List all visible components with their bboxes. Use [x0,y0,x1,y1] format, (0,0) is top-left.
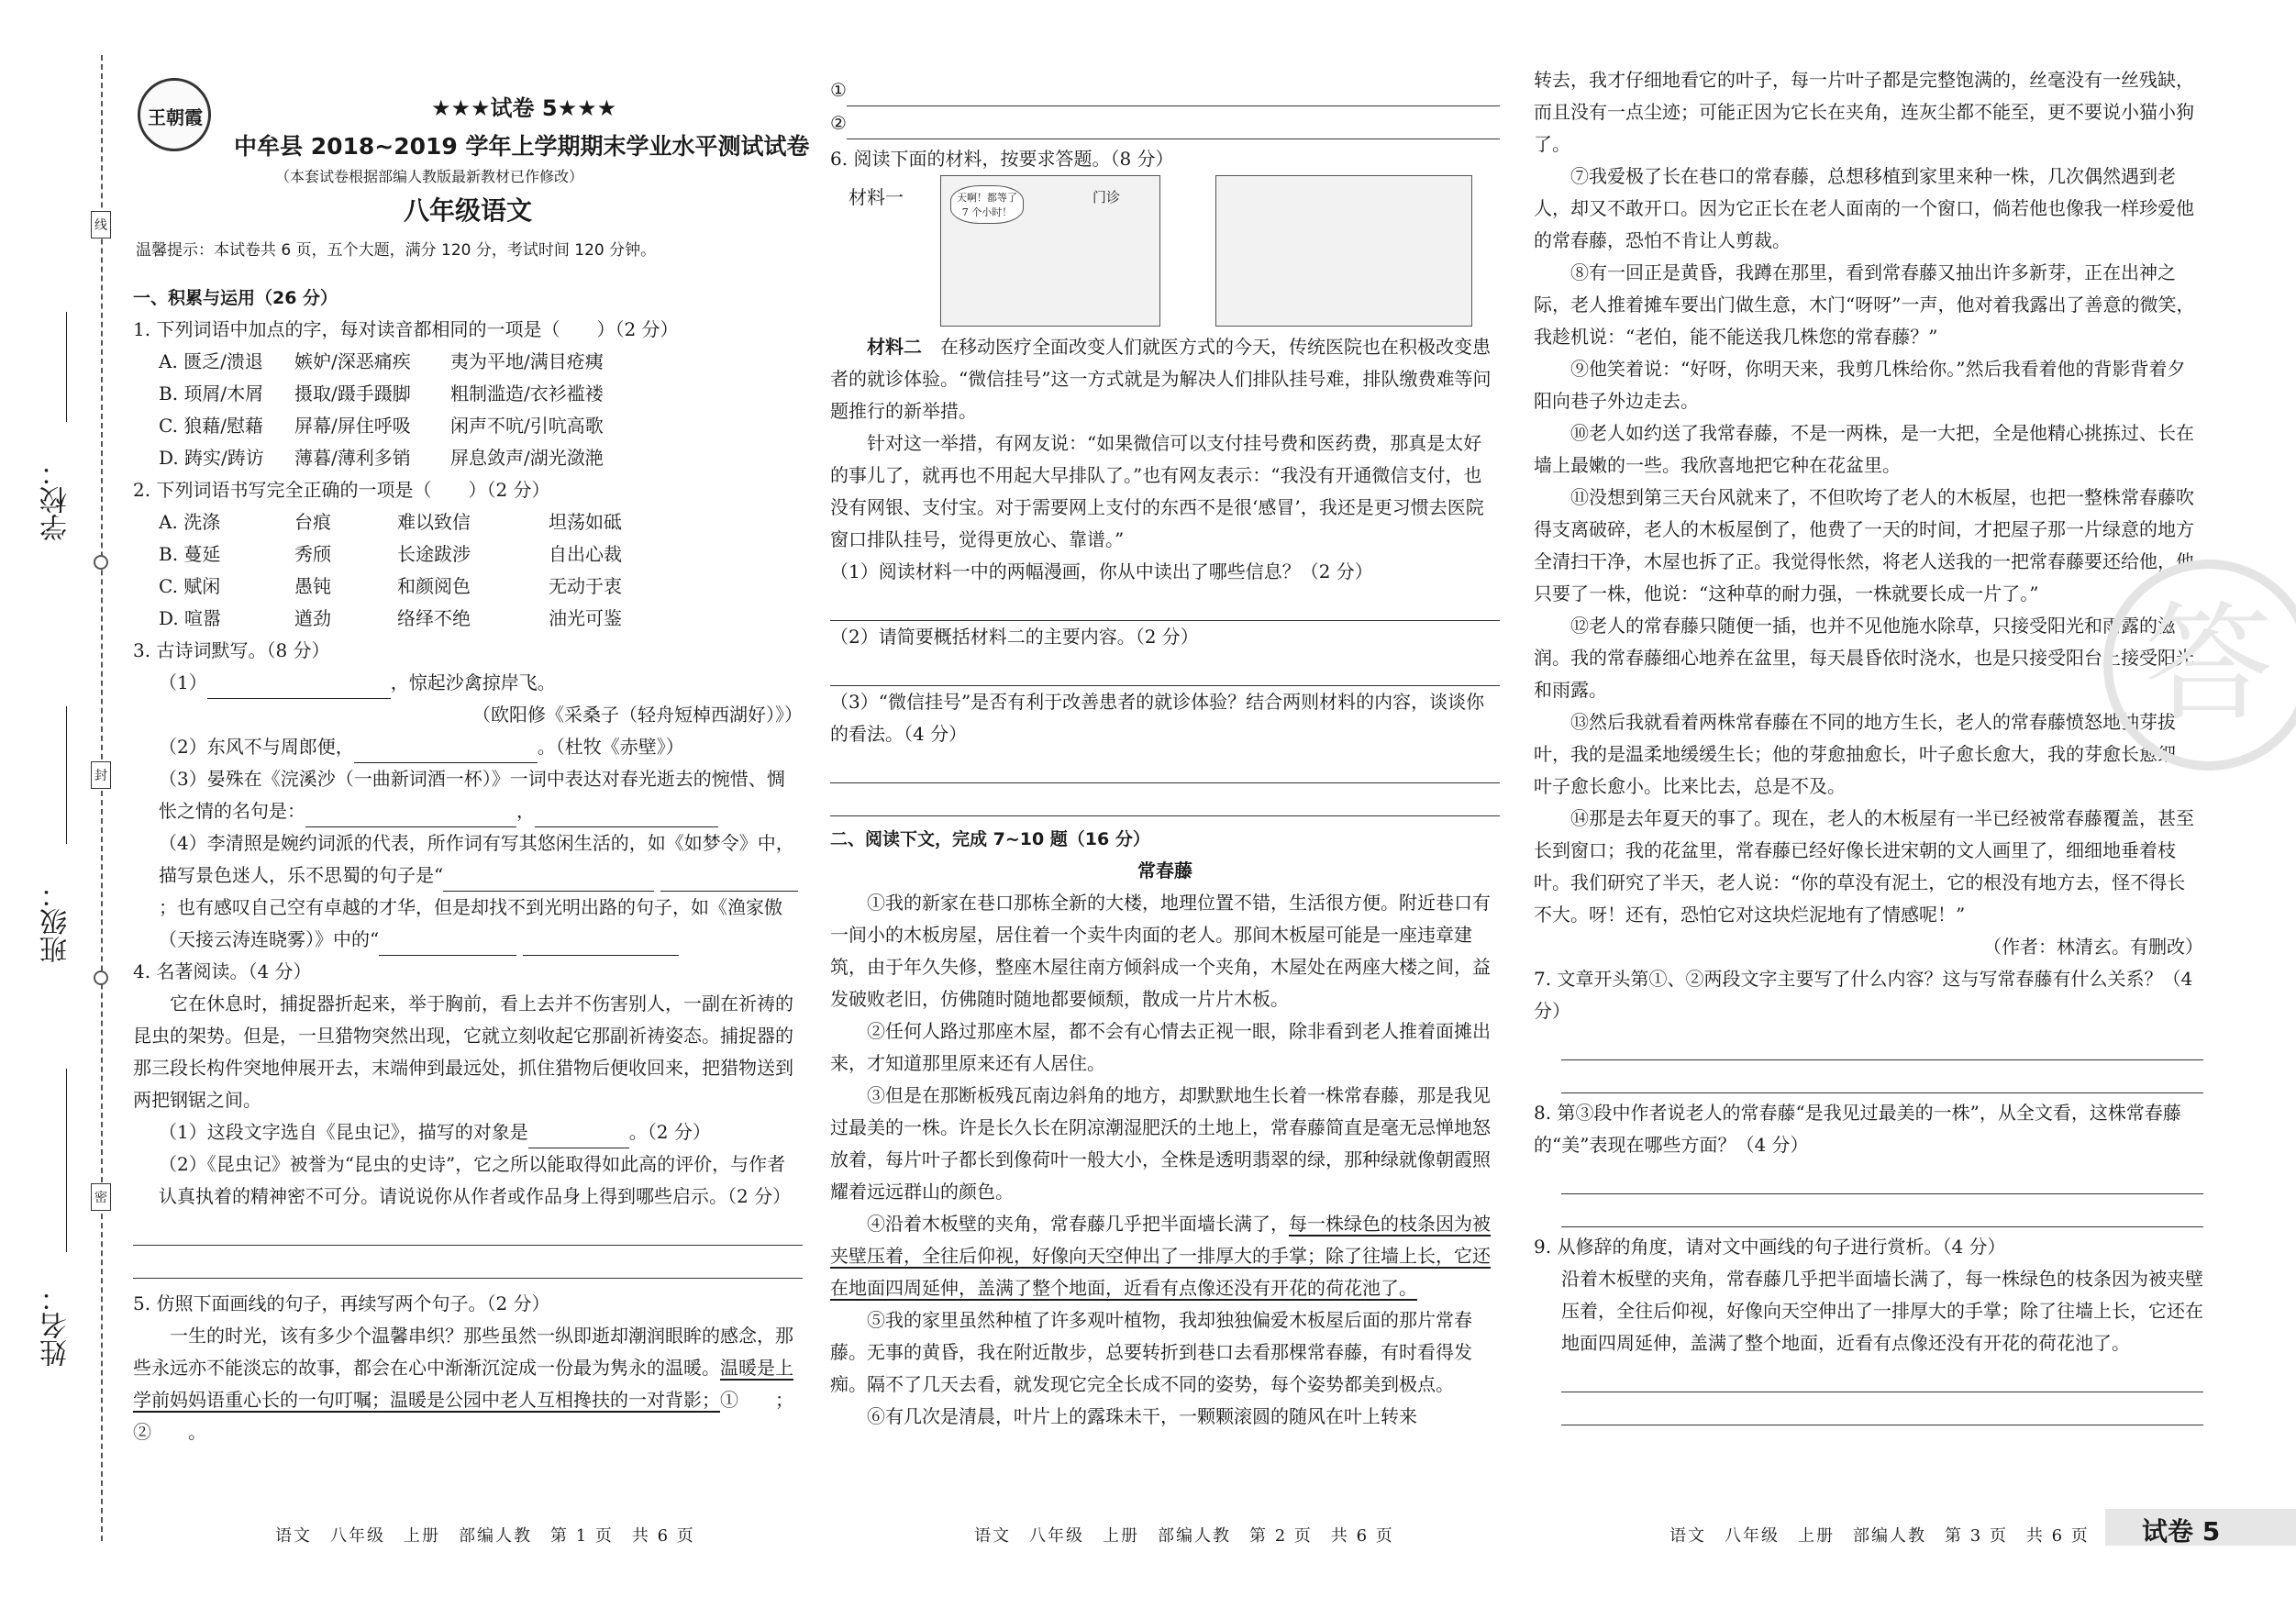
story-paragraph: ⑧有一回正是黄昏，我蹲在那里，看到常春藤又抽出许多新芽，正在出神之际，老人推着摊车要出门做生意，木门“呀呀”一声，他对着我露出了善意的微笑，我趁机说：“老伯，能不能送我几株您的常春藤？” [1534,261,2195,348]
item-num: ② [830,112,847,134]
story-paragraph: ⑪没想到第三天台风就来了，不但吹垮了老人的木板屋，也把一整株常春藤吹得支离破碎，老人的木板屋倒了，他费了一天的时间，才把屋子那一片绿意的地方全清扫干净，木屋也拆了正。我觉得怅然，将老人送我的一把常春藤要还给他，他只要了一株，他说：“这种草的耐力强，一株就要长成一片了。” [1534,486,2194,604]
option-text: 遒劲 [294,607,331,629]
option-row[interactable] [133,410,803,442]
answer-row [830,73,1500,106]
material-2-cont: 针对这一举措，有网友说：“如果微信可以支付挂号费和医药费，那真是太好的事儿了，就再也不用起大早排队了。”也有网友表示：“我没有开通微信支付，也没有网银、支付宝。对于需要网上支付的东西不是很‘感冒’，我还是更习惯去医院窗口排队挂号，觉得更放心、靠谱。” [830,432,1484,550]
column-page-3 [1534,64,2203,1425]
question-3-4 [133,827,803,956]
question-3-3 [133,763,803,827]
answer-line[interactable] [1561,1161,2203,1194]
option-text: C. 狼藉/慰藉 [159,415,264,437]
option-text: 油光可鉴 [549,607,622,629]
option-text: 络绎不绝 [397,607,471,629]
seal-mark: 密 [91,1183,111,1211]
item-text: 。（2 分） [628,1121,711,1143]
item-text: ， [516,800,535,822]
story-paragraph: ⑬然后我就看着两株常春藤在不同的地方生长，老人的常春藤愤怒地抽芽拔叶，我的是温柔地缓缓生长；他的芽愈抽愈长，叶子愈长愈大，我的芽愈长愈细，叶子愈长愈小。比来比去，总是不及。 [1534,711,2194,797]
answer-blank[interactable] [443,891,654,892]
answer-blank[interactable] [379,955,516,956]
option-text: 难以致信 [397,511,471,533]
option-row[interactable] [133,506,803,538]
story-paragraph: ①我的新家在巷口那栋全新的大楼，地理位置不错，生活很方便。附近巷口有一间小的木板房屋，居住着一个卖牛肉面的老人。那间木板屋可能是一座违章建筑，由于年久失修，整座木屋往南方倾斜成一个夹角，木屋处在两座大楼之间，益发破败老旧，仿佛随时随地都要倾颓，散成一片片木板。 [830,892,1491,1010]
exam-title: 中牟县 2018~2019 学年上学期期末学业水平测试试卷 [234,133,810,160]
option-text: A. 匮乏/溃退 [159,350,263,372]
option-text: C. 赋闲 [159,575,221,597]
question-7: 7. 文章开头第①、②两段文字主要写了什么内容？这与写常春藤有什么关系？（4 分） [1534,968,2193,1022]
passage-text: 一生的时光，该有多少个温馨串织？那些虽然一纵即逝却潮润眼眸的感念，那些永远亦不能淡忘的故事，都会在心中渐渐沉淀成一份最为隽永的温暖。 [133,1325,793,1379]
option-text: 摄取/蹑手蹑脚 [294,383,411,405]
answer-line[interactable] [847,73,1500,106]
option-row[interactable] [133,346,803,378]
binding-line [101,55,103,1541]
question-5: 5. 仿照下面画线的句子，再续写两个句子。（2 分） [133,1292,550,1314]
option-text: 屏幕/屏住呼吸 [294,415,411,437]
question-1-options [133,346,803,474]
cartoon-waiting-queue [940,175,1160,327]
name-field[interactable] [66,1069,67,1252]
seal-mark: 封 [91,761,111,789]
name-label: 姓名： [40,1284,72,1367]
question-9: 9. 从修辞的角度，请对文中画线的句子进行赏析。（4 分） [1534,1236,2006,1258]
story-paragraph: ⑩老人如约送了我常春藤，不是一两株，是一大把，全是他精心挑拣过、长在墙上最嫩的一些。我欣喜地把它种在花盆里。 [1534,422,2194,476]
item-text: 。（杜牧《赤壁》） [537,736,684,758]
question-6: 6. 阅读下面的材料，按要求答题。（8 分） [830,148,1174,170]
answer-line[interactable] [847,106,1500,139]
question-9-quote: 沿着木板壁的夹角，常春藤几乎把半面墙长满了，每一株绿色的枝条因为被夹壁压着，全往后仰视，好像向天空伸出了一排厚大的手掌；除了往墙上长，它还在地面四周延伸，盖满了整个地面，近看有点像还没有开花的荷花池了。 [1561,1268,2203,1354]
author-note: （作者：林清玄。有删改） [1983,936,2203,958]
speech-bubble: 天啊！都等了 7 个小时！ [950,185,1024,224]
answer-blank[interactable] [523,955,679,956]
item-num: ① [830,79,847,101]
story-paragraph: ⑨他笑着说：“好呀，你明天来，我剪几株给你。”然后我看着他的背影背着夕阳向巷子外边走去。 [1534,358,2186,412]
story-paragraph [830,1208,1500,1304]
option-text: 粗制滥造/衣衫褴褛 [450,383,604,405]
question-5-passage [133,1320,803,1448]
binding-knot [94,970,108,985]
subject-title: 八年级语文 [404,195,533,226]
answer-line[interactable] [1561,1027,2203,1060]
question-6-3: （3）“微信挂号”是否有利于改善患者的就诊体验？结合两则材料的内容，谈谈你的看法。（4 分） [830,691,1485,745]
answer-blank[interactable] [207,698,391,699]
story-paragraph: ⑥有几次是清晨，叶片上的露珠未干，一颗颗滚圆的随风在叶上转来 [867,1405,1417,1427]
story-title: 常春藤 [1137,859,1192,882]
option-text: 无动于衷 [549,575,622,597]
answer-line[interactable] [1561,1359,2203,1392]
story-text: ④沿着木板壁的夹角，常春藤几乎把半面墙长满了， [867,1213,1289,1235]
section-heading: 一、积累与运用（26 分） [133,288,338,308]
brand-logo-text: 王朝霞 [148,106,203,128]
answer-line[interactable] [830,783,1500,816]
binding-knot [94,555,108,570]
answer-line[interactable] [133,1213,803,1246]
underlined-sentence: 温暖是上学前妈妈语重心长的一句叮嘱；温暖是公园中老人互相搀扶的一对背影； [133,1357,793,1411]
answer-line[interactable] [1561,1392,2203,1425]
watermark-seal: 答 [2103,560,2296,771]
answer-line[interactable] [1561,1194,2203,1227]
material-2-text: 在移动医疗全面改变人们就医方式的今天，传统医院也在积极改变患者的就诊体验。“微信挂号”这一方式就是为解决人们排队挂号难，排队缴费难等问题推行的新举措。 [830,336,1492,422]
option-row[interactable] [133,603,803,635]
answer-row [830,106,1500,139]
story-paragraph: ⑦我爱极了长在巷口的常春藤，总想移植到家里来种一株，几次偶然遇到老人，却又不敢开口。因为它正长在老人面南的一个窗口，倘若他也像我一样珍爱他的常春藤，恐怕不肯让人剪裁。 [1534,165,2194,251]
paper-badge: ★★★试卷 5★★★ [431,95,617,121]
option-text: D. 喧嚣 [159,607,222,629]
clinic-sign: 门诊 [1093,189,1121,205]
source-note: （欧阳修《采桑子（轻舟短棹西湖好）》） [472,704,803,726]
edition-note: （本套试卷根据部编人教版最新教材已作修改） [275,168,584,185]
paper-tag: 试卷 5 [2142,1516,2221,1547]
answer-line[interactable] [830,588,1500,621]
option-row[interactable] [133,442,803,474]
option-text: 屏息敛声/湖光潋滟 [450,447,604,469]
question-2: 2. 下列词语书写完全正确的一项是（ ）（2 分） [133,479,550,501]
question-6-2: （2）请简要概括材料二的主要内容。（2 分） [830,626,1199,648]
option-text: A. 洗涤 [159,511,221,533]
story-paragraph: ⑭那是去年夏天的事了。现在，老人的木板屋有一半已经被常春藤覆盖，甚至长到窗口；我的花盆里，常春藤已经好像长进宋朝的文人画里了，细细地垂着枝叶。我们研究了半天，老人说：“你的草没有泥土，它的根没有地方去，怪不得长不大。呀！还有，恐怕它对这块烂泥地有了情感呢！” [1534,807,2194,926]
answer-line[interactable] [1561,1060,2203,1093]
option-row[interactable] [133,571,803,603]
option-text: 长途跋涉 [397,543,471,565]
cartoon-crowded-hospital [1215,175,1472,327]
page-footer: 语文 八年级 上册 部编人教 第 3 页 共 6 页 [1669,1526,2090,1546]
item-num: （1） [159,671,207,693]
option-text: B. 蔓延 [159,543,221,565]
item-text: （3）晏殊在《浣溪沙（一曲新词酒一杯）》一词中表达对春光逝去的惋惜、惆怅之情的名句是： [159,768,785,822]
option-row[interactable] [133,538,803,571]
page-footer: 语文 八年级 上册 部编人教 第 1 页 共 6 页 [275,1526,695,1546]
section-heading: 二、阅读下文，完成 7~10 题（16 分） [830,829,1150,849]
exam-tips: 温馨提示：本试卷共 6 页，五个大题，满分 120 分，考试时间 120 分钟。 [136,241,657,260]
option-text: 薄暮/薄利多销 [294,447,411,469]
item-text: （4）李清照是婉约词派的代表，所作词有写其悠闲生活的，如《如梦令》中，描写景色迷人，乐不思蜀的句子是“ [159,832,794,886]
school-field[interactable] [66,312,67,422]
answer-line[interactable] [830,653,1500,686]
story-paragraph: ③但是在那断板残瓦南边斜角的地方，却默默地生长着一株常春藤，那是我见过最美的一株。许是长久长在阴凉潮湿肥沃的土地上，常春藤简直是毫无忌惮地怒放着，每片叶子都长到像荷叶一般大小，全株是透明翡翠的绿，那种绿就像朝霞照耀着远远群山的颜色。 [830,1084,1491,1203]
story-paragraph: ②任何人路过那座木屋，都不会有心情去正视一眼，除非看到老人推着面摊出来，才知道那里原来还有人居住。 [830,1020,1491,1074]
class-field[interactable] [66,706,67,844]
question-4-2: （2）《昆虫记》被誉为“昆虫的史诗”，它之所以能取得如此高的评价，与作者认真执着的精神密不可分。请说说你从作者或作品身上得到哪些启示。（2 分） [159,1153,792,1207]
column-page-2 [830,73,1500,1433]
material-1-label: 材料一 [849,186,904,208]
material-2-label: 材料二 [867,336,922,358]
story-paragraph: 转去，我才仔细地看它的叶子，每一片叶子都是完整饱满的，丝毫没有一丝残缺，而且没有一点尘迹；可能正因为它长在夹角，连灰尘都不能至，更不要说小猫小狗了。 [1534,69,2194,155]
option-text: 闲声不吭/引吭高歌 [450,415,604,437]
answer-line[interactable] [133,1246,803,1279]
question-6-1: （1）阅读材料一中的两幅漫画，你从中读出了哪些信息？（2 分） [830,560,1373,582]
option-row[interactable] [133,378,803,410]
seal-mark: 线 [91,211,111,238]
question-3: 3. 古诗词默写。（8 分） [133,639,330,661]
option-text: D. 踌实/踌访 [159,447,264,469]
material-2 [830,331,1500,427]
option-text: B. 顼屑/木屑 [159,383,264,405]
item-text: ；也有感叹自己空有卓越的才华，但是却找不到光明出路的句子，如《渔家傲（天接云涛连晓雾）》中的“ [159,896,782,950]
item-text: （1）这段文字选自《昆虫记》，描写的对象是 [159,1121,528,1143]
answer-slots[interactable]: ① ；② 。 [133,1389,793,1443]
option-text: 台痕 [294,511,331,533]
underlined-sentence: 每一株绿色的枝条因为被夹壁压着，全往后仰视，好像向天空伸出了一排厚大的手掌；除了往墙上长，它还在地面四周延伸，盖满了整个地面，近看有点像还没有开花的荷花池了。 [830,1213,1491,1299]
option-text: 坦荡如砥 [549,511,622,533]
option-text: 嫉妒/深恶痛疾 [294,350,411,372]
item-text: ，惊起沙禽掠岸飞。 [390,671,556,693]
option-text: 愚钝 [294,575,331,597]
column-page-1 [133,277,803,1448]
question-4-passage: 它在休息时，捕捉器折起来，举于胸前，看上去并不伤害别人，一副在祈祷的昆虫的架势。但是，一旦猎物突然出现，它就立刻收起它那副祈祷姿态。捕捉器的那三段长构件突地伸展开去，末端伸到最远处，抓住猎物后便收回来，把猎物送到两把钢锯之间。 [133,993,793,1111]
question-1: 1. 下列词语中加点的字，每对读音都相同的一项是（ ）（2 分） [133,318,679,340]
material-1 [830,175,1500,331]
page-footer: 语文 八年级 上册 部编人教 第 2 页 共 6 页 [974,1526,1394,1546]
question-4: 4. 名著阅读。（4 分） [133,960,312,982]
school-label: 学校： [40,459,72,541]
item-text: （2）东风不与周郎便， [159,736,354,758]
option-text: 秀颀 [294,543,331,565]
story-paragraph: ⑤我的家里虽然种植了许多观叶植物，我却独独偏爱木板屋后面的那片常春藤。无事的黄昏，我在附近散步，总要转折到巷口去看那棵常春藤，有时看得发痴。隔不了几天去看，就发现它完全长成不同的姿势，每个姿势都美到极点。 [830,1309,1472,1395]
answer-blank[interactable] [660,891,798,892]
question-2-options [133,506,803,635]
answer-line[interactable] [830,750,1500,783]
story-paragraph: ⑫老人的常春藤只随便一插，也并不见他施水除草，只接受阳光和雨露的滋润。我的常春藤细心地养在盆里，每天晨昏依时浇水，也是只接受阳台上接受阳光和雨露。 [1534,615,2194,701]
question-4-1 [133,1116,803,1148]
option-text: 自出心裁 [549,543,622,565]
class-label: 班级： [40,881,72,963]
question-8: 8. 第③段中作者说老人的常春藤“是我见过最美的一株”，从全文看，这株常春藤的“美”表现在哪些方面？（4 分） [1534,1102,2181,1156]
question-3-2 [133,731,803,763]
question-3-1 [133,667,803,699]
option-text: 和颜阅色 [397,575,471,597]
option-text: 夷为平地/满目疮痍 [450,350,604,372]
